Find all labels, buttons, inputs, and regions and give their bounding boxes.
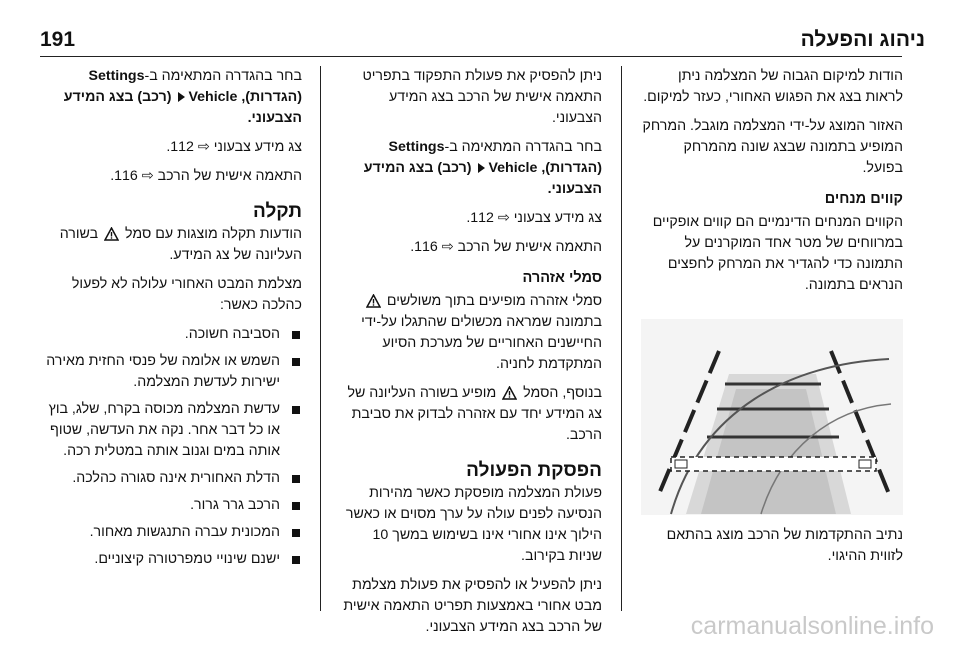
- column-right: [641, 66, 903, 304]
- bullet-square-icon: [292, 331, 300, 339]
- settings-term: Settings: [88, 68, 145, 84]
- list-item: השמש או אלומה של פנסי החזית מאירה ישירות לעדשת המצלמה.: [40, 351, 302, 393]
- paragraph: הודעות תקלה מוצגות עם סמל בשורה העליונה של צג המידע.: [59, 226, 302, 263]
- paragraph: ניתן להפסיק את פעולת התפקוד בתפריט התאמה אישית של הרכב בצג המידע הצבעוני.: [362, 68, 602, 126]
- figure-caption-block: [641, 525, 903, 575]
- subheading-warnings: סמלי אזהרה: [522, 270, 602, 286]
- paragraph: הקווים המנחים הדינמיים הם קווים אופקיים במרווחים של מטר אחד המוקרנים על התמונה כדי להגדיר את המרחק לחפצים הנראים בתמונה.: [652, 214, 903, 293]
- warning-triangle-icon: [366, 294, 381, 308]
- warning-triangle-icon: [104, 227, 119, 241]
- watermark: carmanualsonline.info: [690, 612, 934, 640]
- list-item: הדלת האחורית אינה סגורה כהלכה.: [40, 468, 302, 489]
- settings-term: Settings: [388, 139, 445, 155]
- paragraph: בנוסף, הסמל מופיע בשורה העליונה של צג המידע יחד עם אזהרה לבדוק את סביבת הרכב.: [347, 385, 602, 443]
- paragraph: ניתן להפעיל או להפסיק את פעולת מצלמת מבט אחורי באמצעות תפריט התאמה אישית של הרכב בצג המידע הצבעוני.: [343, 577, 602, 635]
- list-item: הרכב גרר גרור.: [40, 495, 302, 516]
- rear-camera-guidelines-image: [641, 319, 903, 515]
- page-number: 191: [40, 28, 76, 51]
- heading-deactivation: הפסקת הפעולה: [466, 460, 602, 481]
- cross-reference: התאמה אישית של הרכב ⇨ 116.: [110, 168, 302, 184]
- column-divider-left: [320, 66, 321, 611]
- section-title: ניהוג והפעלה: [800, 28, 925, 51]
- subheading-guides: קווים מנחים: [824, 191, 903, 207]
- column-divider-right: [621, 66, 622, 611]
- paragraph: מצלמת המבט האחורי עלולה לא לפעול כהלכה כאשר:: [71, 276, 302, 313]
- bullet-square-icon: [292, 529, 300, 537]
- paragraph: סמלי אזהרה מופיעים בתוך משולשים בתמונה שמראה מכשולים שהתגלו על-ידי החיישנים האחוריים של מערכת הסיוע המתקדמת לחניה.: [361, 293, 602, 372]
- paragraph-settings: בחר בהגדרה המתאימה ב-Settings (הגדרות), Vehicle (רכב) בצג המידע הצבעוני.: [63, 68, 302, 126]
- bullet-square-icon: [292, 406, 300, 414]
- figure-caption: נתיב ההתקדמות של הרכב מוצג בהתאם לזווית ההיגוי.: [666, 527, 903, 564]
- cross-reference: צג מידע צבעוני ⇨ 112.: [166, 139, 302, 155]
- page-ref-icon: ⇨: [141, 168, 154, 184]
- heading-fault: תקלה: [252, 201, 302, 222]
- page-ref-icon: ⇨: [497, 210, 510, 226]
- paragraph: פעולת המצלמה מופסקת כאשר מהירות הנסיעה לפנים עולה על ערך מסוים או כאשר הילוך אינו אחורי אינו בשימוש במשך 10 שניות בקירוב.: [345, 485, 602, 564]
- bullet-square-icon: [292, 358, 300, 366]
- warning-triangle-icon: [502, 386, 517, 400]
- bullet-square-icon: [292, 502, 300, 510]
- menu-arrow-icon: [178, 92, 185, 102]
- condition-list: [40, 324, 302, 570]
- list-item: ישנם שינויי טמפרטורה קיצוניים.: [40, 549, 302, 570]
- menu-arrow-icon: [478, 163, 485, 173]
- list-item: עדשת המצלמה מכוסה בקרח, שלג, בוץ או כל דבר אחר. נקה את העדשה, שטוף אותה במים וגנוב אותה במטלית רכה.: [40, 399, 302, 462]
- bullet-square-icon: [292, 475, 300, 483]
- page-ref-icon: ⇨: [441, 239, 454, 255]
- paragraph: האזור המוצג על-ידי המצלמה מוגבל. המרחק המופיע בתמונה שבצג שונה מהמרחק בפועל.: [642, 118, 903, 176]
- page-header: [40, 18, 925, 52]
- list-item: הסביבה חשוכה.: [40, 324, 302, 345]
- column-middle: [340, 66, 602, 646]
- header-rule: [40, 56, 902, 57]
- bullet-square-icon: [292, 556, 300, 564]
- page-ref-icon: ⇨: [197, 139, 210, 155]
- vehicle-term: Vehicle: [188, 89, 238, 105]
- cross-reference: התאמה אישית של הרכב ⇨ 116.: [410, 239, 602, 255]
- cross-reference: צג מידע צבעוני ⇨ 112.: [466, 210, 602, 226]
- paragraph: הודות למיקום הגבוה של המצלמה ניתן לראות בצג את הפגוש האחורי, כעזר למיקום.: [643, 68, 903, 105]
- list-item: המכונית עברה התנגשות מאחור.: [40, 522, 302, 543]
- vehicle-term: Vehicle: [488, 160, 538, 176]
- paragraph-settings: בחר בהגדרה המתאימה ב-Settings (הגדרות), Vehicle (רכב) בצג המידע הצבעוני.: [363, 139, 602, 197]
- column-left: [40, 66, 302, 576]
